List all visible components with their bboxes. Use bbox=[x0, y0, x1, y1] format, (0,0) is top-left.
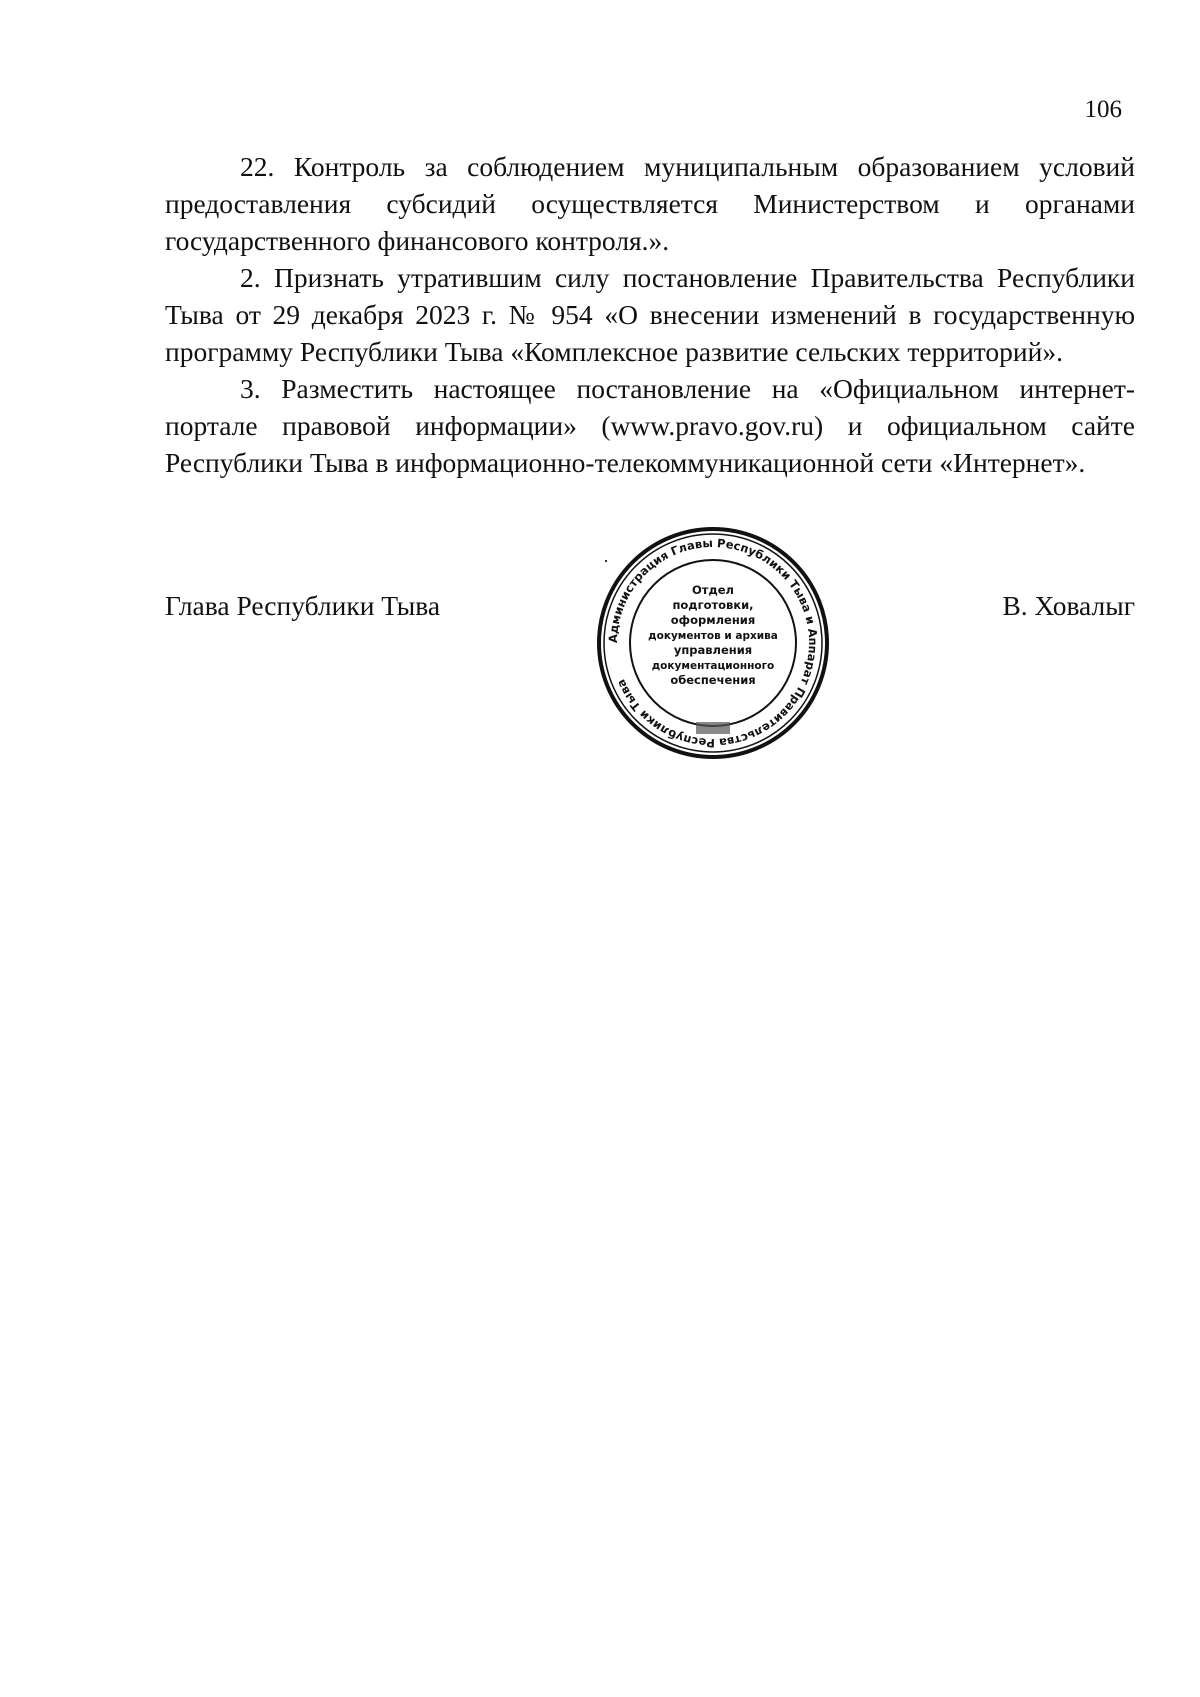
signatory-name: В. Ховалыг bbox=[1002, 590, 1135, 621]
stamp-line: управления bbox=[673, 643, 753, 657]
page-number: 106 bbox=[1084, 96, 1122, 123]
stamp-line: документов и архива bbox=[648, 630, 778, 642]
official-stamp bbox=[596, 526, 830, 760]
stamp-center-text bbox=[648, 583, 778, 687]
stamp-line: подготовки, bbox=[672, 598, 754, 612]
stamp-line: Отдел bbox=[692, 583, 734, 597]
paragraph-publish: 3. Разместить настоящее постановление на «Официальном интернет-портале правовой информации» (www.pravo.gov.ru) и официальном сайте Республики Тыва в информационно-телекоммуникационной сети «Интернет». bbox=[165, 373, 1135, 478]
paragraph-control: 22. Контроль за соблюдением муниципальным образованием условий предоставления субсидий осуществляется Министерством и органами государственного финансового контроля.». bbox=[165, 151, 1135, 256]
paragraph-repeal: 2. Признать утратившим силу постановление Правительства Республики Тыва от 29 декабря 2023 г. № 954 «О внесении изменений в государственную программу Республики Тыва «Комплексное развитие сельских территорий». bbox=[165, 262, 1135, 367]
stamp-line: обеспечения bbox=[670, 673, 756, 687]
stamp-line: документационного bbox=[651, 660, 775, 672]
document-body bbox=[165, 148, 1135, 481]
stamp-ring-text: Администрация Главы Республики Тыва и Аппарат Правительства Республики Тыва bbox=[605, 535, 821, 751]
stamp-emblem-mark bbox=[696, 722, 730, 734]
signatory-position: Глава Республики Тыва bbox=[165, 590, 441, 621]
stamp-line: оформления bbox=[670, 613, 756, 627]
